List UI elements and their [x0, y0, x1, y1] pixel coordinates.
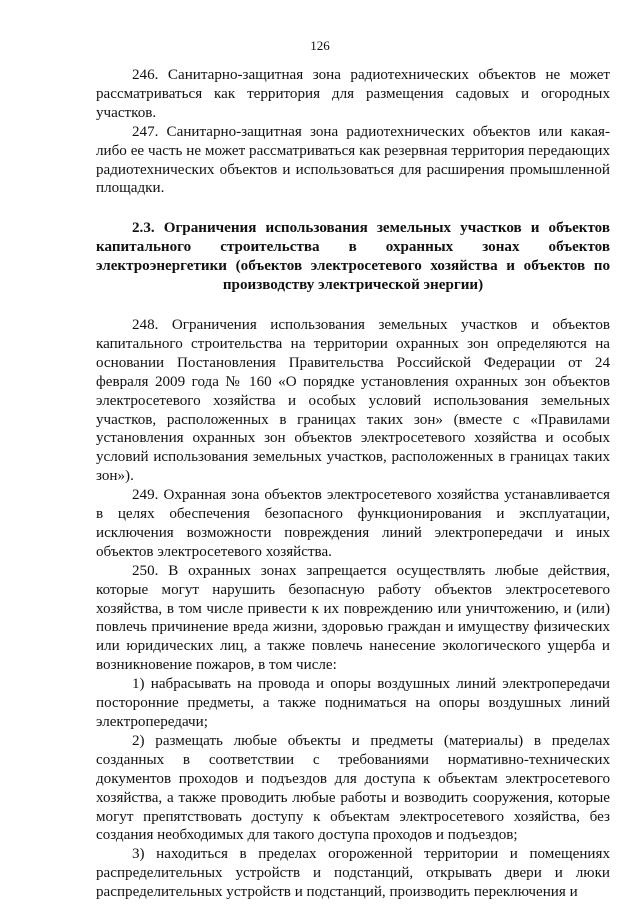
list-item-2: 2) размещать любые объекты и предметы (материалы) в пределах созданных в соответствии с требованиями нормативно-технических документов проходов и подъездов для доступа к объектам электросетевого хозяйства, а также проводить любые работы и возводить сооружения, которые могут препятствовать доступу к объектам электросетевого хозяйства, без создания необходимых для такого доступа проходов и подъездов;: [96, 732, 610, 844]
paragraph-248: 248. Ограничения использования земельных участков и объектов капитального строительства на территории охранных зон определяются на основании Постановления Правительства Российской Федерации от 24 февраля 2009 года № 160 «О порядке установления охранных зон объектов электросетевого хозяйства и особых условий использования земельных участков, расположенных в границах таких зон» (вместе с «Правилами установления охранных зон объектов электросетевого хозяйства и особых условий использования земельных участков, расположенных в границах таких зон»).: [96, 316, 610, 485]
section-heading: 2.3. Ограничения использования земельных участков и объектов капитального строительства в охранных зонах объектов электроэнергетики (объектов электросетевого хозяйства и объектов по производству электрической энергии): [96, 220, 610, 294]
document-body: [96, 66, 610, 902]
spacer: [96, 198, 610, 219]
paragraph-250: 250. В охранных зонах запрещается осуществлять любые действия, которые могут нарушить безопасную работу объектов электросетевого хозяйства, в том числе привести к их повреждению или уничтожению, и (или) повлечь причинение вреда жизни, здоровью граждан и имуществу физических или юридических лиц, а также повлечь нанесение экологического ущерба и возникновение пожаров, в том числе:: [96, 562, 610, 674]
list-item-3: 3) находиться в пределах огороженной территории и помещениях распределительных устройств и подстанций, открывать двери и люки распределительных устройств и подстанций, производить переключения и: [96, 846, 610, 901]
paragraph-249: 249. Охранная зона объектов электросетевого хозяйства устанавливается в целях обеспечения безопасного функционирования и эксплуатации, исключения возможности повреждения линий электропередачи и иных объектов электросетевого хозяйства.: [96, 487, 610, 560]
page-number: 126: [310, 38, 330, 53]
paragraph-247: 247. Санитарно-защитная зона радиотехнических объектов или какая-либо ее часть не может рассматриваться как резервная территория передающих радиотехнических объектов и использоваться для расширения промышленной площадки.: [96, 123, 610, 197]
spacer: [96, 295, 610, 316]
list-item-1: 1) набрасывать на провода и опоры воздушных линий электропередачи посторонние предметы, а также подниматься на опоры воздушных линий электропередачи;: [96, 676, 610, 730]
paragraph-246: 246. Санитарно-защитная зона радиотехнических объектов не может рассматриваться как территория для размещения садовых и огородных участков.: [96, 67, 610, 121]
